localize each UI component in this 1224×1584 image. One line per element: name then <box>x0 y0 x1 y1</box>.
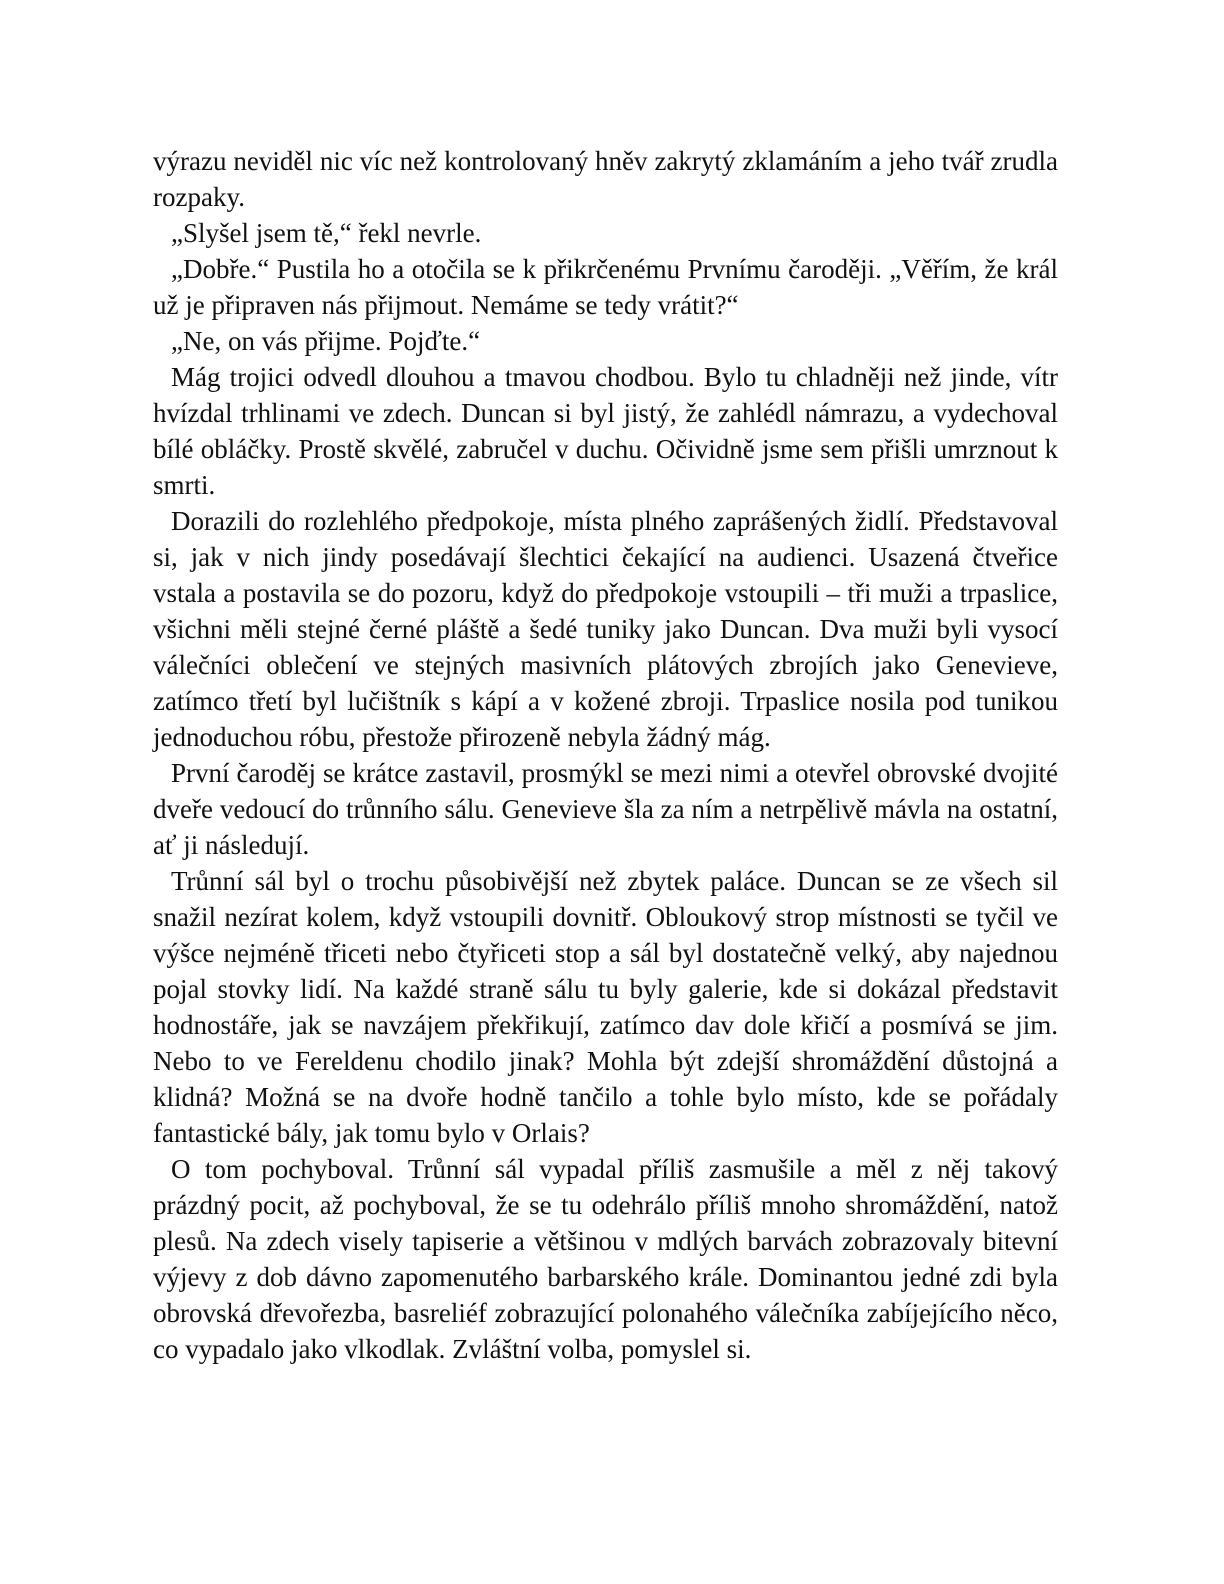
paragraph: „Dobře.“ Pustila ho a otočila se k přikrčenému Prvnímu čaroději. „Věřím, že král už je připraven nás přijmout. Nemáme se tedy vrátit?“ <box>153 254 1058 320</box>
paragraph: První čaroděj se krátce zastavil, prosmýkl se mezi nimi a otevřel obrovské dvojité dveře vedoucí do trůnního sálu. Genevieve šla za ním a netrpělivě mávla na ostatní, ať ji následují. <box>153 758 1058 860</box>
paragraph: „Slyšel jsem tě,“ řekl nevrle. <box>171 218 482 248</box>
paragraph: „Ne, on vás přijme. Pojďte.“ <box>171 326 481 356</box>
paragraph: O tom pochyboval. Trůnní sál vypadal příliš zasmušile a měl z něj takový prázdný pocit, až pochyboval, že se tu odehrálo příliš mnoho shromáždění, natož plesů. Na zdech visely tapiserie a většinou v mdlých barvách zobrazovaly bitevní výjevy z dob dávno zapomenutého barbarského krále. Dominantou jedné zdi byla obrovská dřevořezba, basreliéf zobrazující polonahého válečníka zabíjejícího něco, co vypadalo jako vlkodlak. Zvláštní volba, pomyslel si. <box>153 1154 1058 1364</box>
book-page <box>153 143 1058 1367</box>
paragraph: výrazu neviděl nic víc než kontrolovaný hněv zakrytý zklamáním a jeho tvář zrudla rozpaky. <box>153 146 1058 212</box>
paragraph: Mág trojici odvedl dlouhou a tmavou chodbou. Bylo tu chladněji než jinde, vítr hvízdal trhlinami ve zdech. Duncan si byl jistý, že zahlédl námrazu, a vydechoval bílé obláčky. Prostě skvělé, zabručel v duchu. Očividně jsme sem přišli umrznout k smrti. <box>153 362 1058 500</box>
paragraph: Dorazili do rozlehlého předpokoje, místa plného zaprášených židlí. Představoval si, jak v nich jindy posedávají šlechtici čekající na audienci. Usazená čtveřice vstala a postavila se do pozoru, když do předpokoje vstoupili – tři muži a trpaslice, všichni měli stejné černé pláště a šedé tuniky jako Duncan. Dva muži byli vysocí válečníci oblečení ve stejných masivních plátových zbrojích jako Genevieve, zatímco třetí byl lučištník s kápí a v kožené zbroji. Trpaslice nosila pod tunikou jednoduchou róbu, přestože přirozeně nebyla žádný mág. <box>153 506 1058 752</box>
paragraph: Trůnní sál byl o trochu působivější než zbytek paláce. Duncan se ze všech sil snažil nezírat kolem, když vstoupili dovnitř. Obloukový strop místnosti se tyčil ve výšce nejméně třiceti nebo čtyřiceti stop a sál byl dostatečně velký, aby najednou pojal stovky lidí. Na každé straně sálu tu byly galerie, kde si dokázal představit hodnostáře, jak se navzájem překřikují, zatímco dav dole křičí a posmívá se jim. Nebo to ve Fereldenu chodilo jinak? Mohla být zdejší shromáždění důstojná a klidná? Možná se na dvoře hodně tančilo a tohle bylo místo, kde se pořádaly fantastické bály, jak tomu bylo v Orlais? <box>153 866 1058 1148</box>
